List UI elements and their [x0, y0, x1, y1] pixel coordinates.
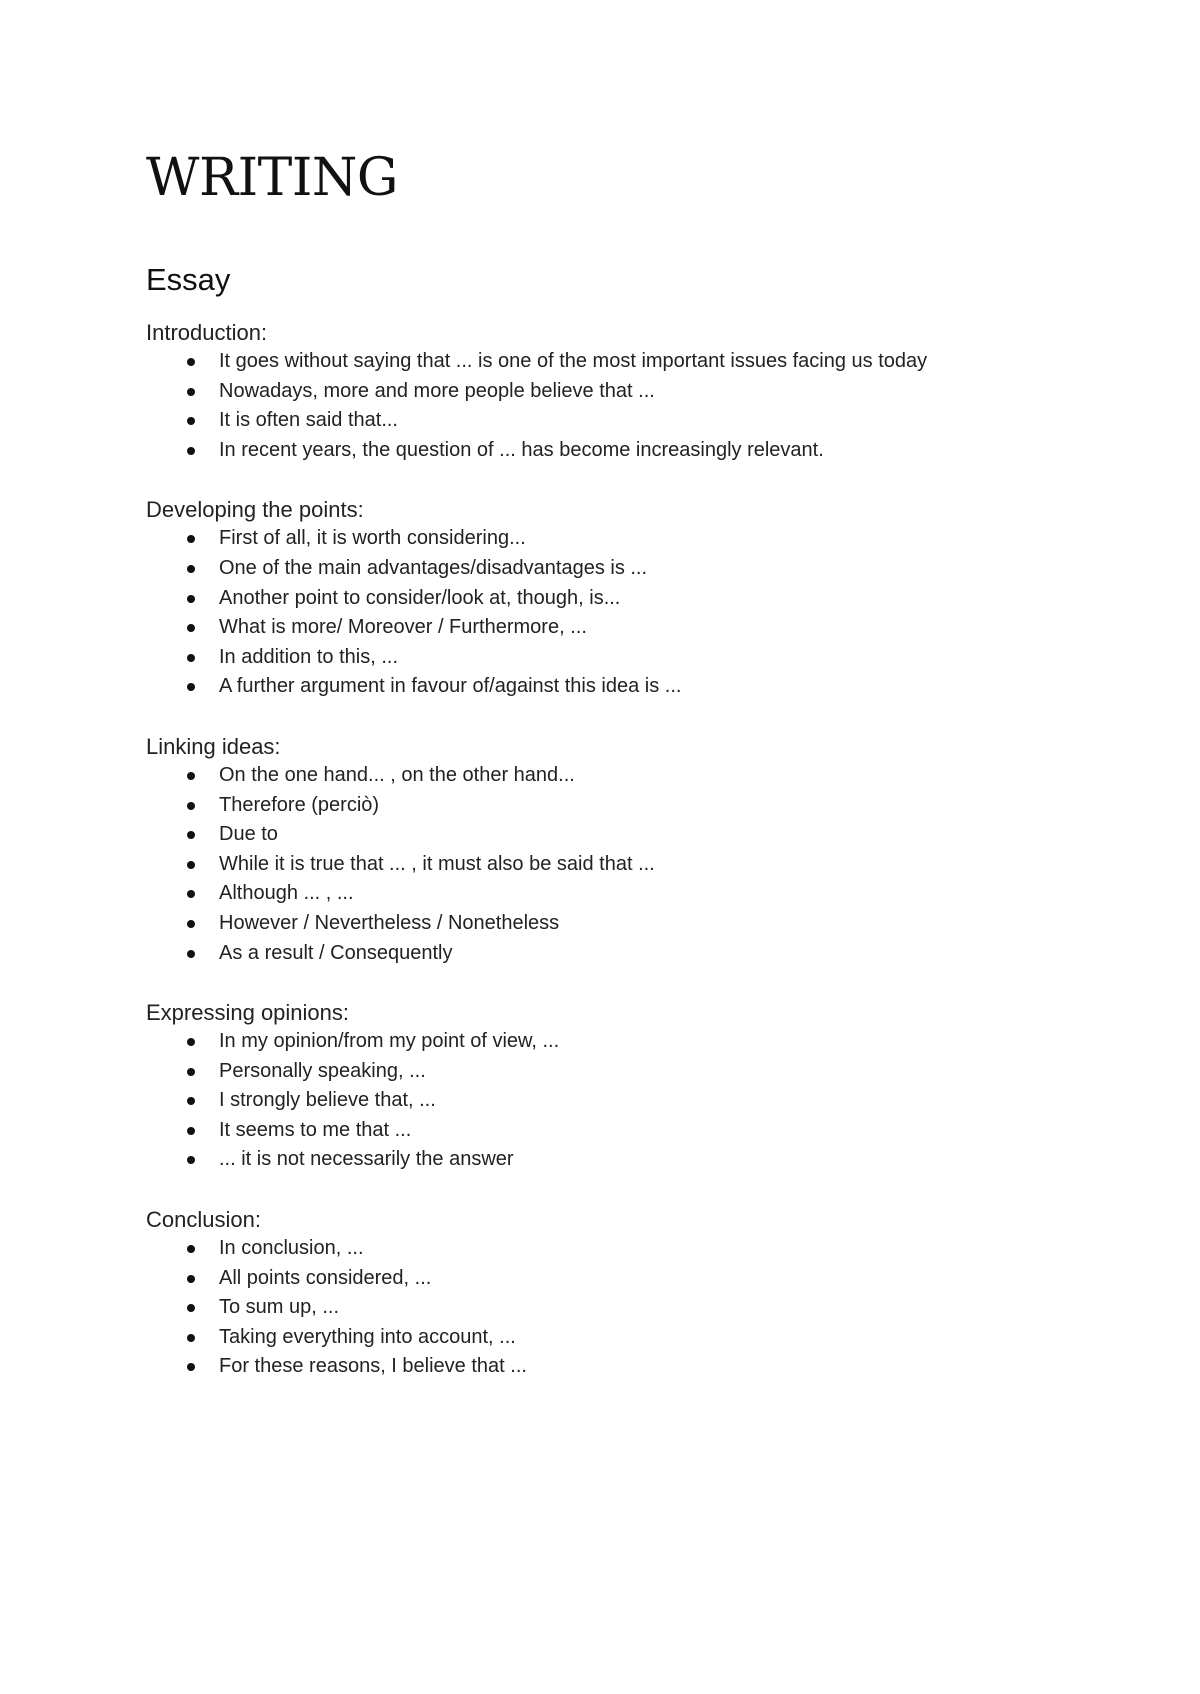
list-item [146, 613, 1106, 643]
bullet-icon [187, 920, 195, 928]
list-item-text: Although ... , ... [219, 882, 354, 905]
bullet-icon [187, 890, 195, 898]
list-item [146, 436, 1106, 466]
list-item [146, 879, 1106, 909]
list-item-text: While it is true that ... , it must also be said that ... [219, 852, 655, 875]
phrase-groups [146, 318, 1106, 1412]
list-item [146, 1352, 1106, 1382]
list-item [146, 347, 1106, 377]
list-item-text: Another point to consider/look at, though, is... [219, 586, 621, 609]
section-title: Essay [146, 262, 231, 297]
list-item [146, 850, 1106, 880]
list-item-text: A further argument in favour of/against this idea is ... [219, 675, 682, 698]
list-item [146, 1057, 1106, 1087]
list-item-text: It seems to me that ... [219, 1118, 412, 1141]
group-expressing-opinions [146, 998, 1106, 1175]
bullet-icon [187, 447, 195, 455]
bullet-icon [187, 1363, 195, 1371]
bullet-icon [187, 1334, 195, 1342]
list-item-text: Personally speaking, ... [219, 1059, 426, 1082]
group-heading: Conclusion: [146, 1207, 261, 1233]
list-item-text: It goes without saying that ... is one of the most important issues facing us today [219, 350, 928, 372]
bullet-icon [187, 831, 195, 839]
bullet-icon [187, 1038, 195, 1046]
list-item-text: On the one hand... , on the other hand... [219, 763, 575, 786]
list-item-text: What is more/ Moreover / Furthermore, ... [219, 616, 587, 639]
list-item-text: As a result / Consequently [219, 941, 453, 964]
list-item [146, 524, 1106, 554]
bullet-icon [187, 388, 195, 396]
list-item [146, 909, 1106, 939]
group-linking-ideas [146, 732, 1106, 968]
list-item-text: In conclusion, ... [219, 1237, 364, 1260]
list-item [146, 820, 1106, 850]
list-item [146, 643, 1106, 673]
list-item [146, 1145, 1106, 1175]
list-item [146, 406, 1106, 436]
bullet-icon [187, 772, 195, 780]
bullet-list [146, 761, 1106, 968]
list-item-text: One of the main advantages/disadvantages is ... [219, 556, 648, 579]
bullet-icon [187, 1275, 195, 1283]
bullet-list [146, 524, 1106, 702]
list-item-text: In my opinion/from my point of view, ... [219, 1030, 560, 1053]
bullet-icon [187, 565, 195, 573]
group-heading: Developing the points: [146, 497, 364, 523]
bullet-icon [187, 535, 195, 543]
bullet-icon [187, 654, 195, 662]
list-item-text: First of all, it is worth considering... [219, 527, 526, 550]
bullet-icon [187, 1068, 195, 1076]
list-item [146, 1323, 1106, 1353]
list-item [146, 1086, 1106, 1116]
page-title: WRITING [146, 148, 398, 208]
list-item [146, 1264, 1106, 1294]
list-item-text: ... it is not necessarily the answer [219, 1148, 514, 1171]
list-item [146, 377, 1106, 407]
bullet-list [146, 347, 1106, 465]
list-item [146, 939, 1106, 969]
list-item-text: Due to [219, 823, 278, 846]
list-item [146, 672, 1106, 702]
list-item [146, 1293, 1106, 1323]
list-item-text: I strongly believe that, ... [219, 1089, 436, 1112]
list-item-text: Therefore (perciò) [219, 793, 380, 816]
list-item-text: To sum up, ... [219, 1296, 340, 1319]
bullet-list [146, 1027, 1106, 1175]
list-item [146, 1234, 1106, 1264]
list-item-text: In recent years, the question of ... has become increasingly relevant. [219, 438, 824, 461]
list-item [146, 1116, 1106, 1146]
list-item [146, 554, 1106, 584]
list-item-text: However / Nevertheless / Nonetheless [219, 911, 560, 934]
list-item-text: For these reasons, I believe that ... [219, 1355, 527, 1378]
bullet-icon [187, 417, 195, 425]
bullet-icon [187, 595, 195, 603]
list-item-text: Nowadays, more and more people believe that ... [219, 379, 655, 402]
bullet-icon [187, 624, 195, 632]
group-introduction [146, 318, 1106, 465]
list-item-text: In addition to this, ... [219, 645, 398, 668]
group-heading: Expressing opinions: [146, 1000, 350, 1026]
group-developing-points [146, 495, 1106, 702]
bullet-icon [187, 1156, 195, 1164]
list-item [146, 584, 1106, 614]
bullet-icon [187, 1127, 195, 1135]
bullet-icon [187, 1304, 195, 1312]
list-item [146, 791, 1106, 821]
bullet-icon [187, 358, 195, 366]
bullet-icon [187, 802, 195, 810]
list-item [146, 761, 1106, 791]
bullet-icon [187, 683, 195, 691]
group-conclusion [146, 1205, 1106, 1382]
bullet-icon [187, 950, 195, 958]
list-item [146, 1027, 1106, 1057]
bullet-icon [187, 1097, 195, 1105]
list-item-text: Taking everything into account, ... [219, 1325, 516, 1348]
list-item-text: All points considered, ... [219, 1266, 432, 1289]
bullet-list [146, 1234, 1106, 1382]
group-heading: Introduction: [146, 320, 268, 345]
bullet-icon [187, 1245, 195, 1253]
group-heading: Linking ideas: [146, 733, 281, 759]
list-item-text: It is often said that... [219, 409, 398, 432]
bullet-icon [187, 861, 195, 869]
